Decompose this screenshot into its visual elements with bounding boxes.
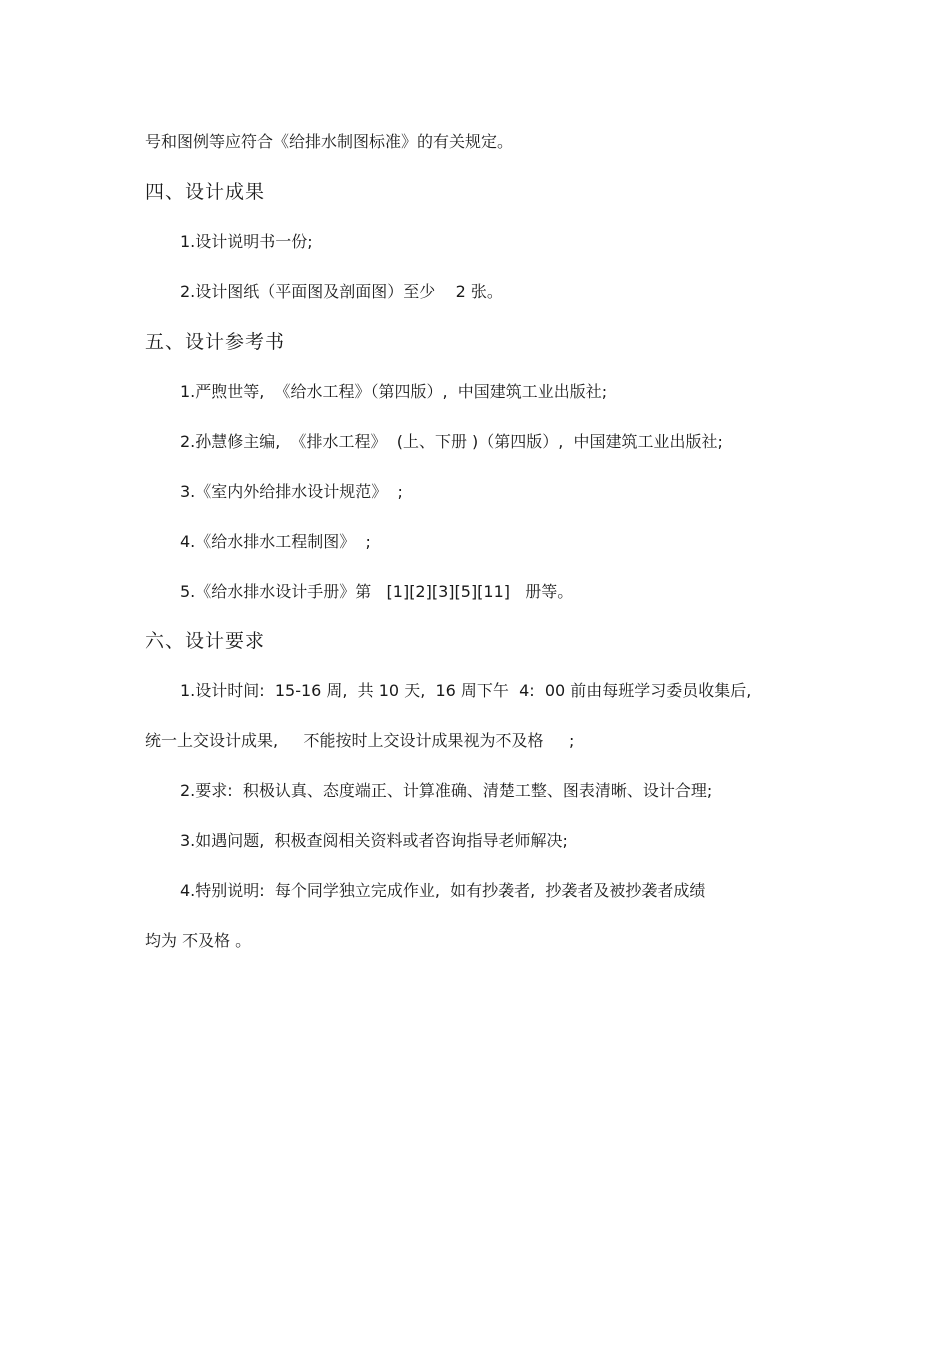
reference-item-3: 3.《室内外给排水设计规范》 ; bbox=[180, 482, 403, 501]
results-item-1: 1.设计说明书一份; bbox=[180, 232, 313, 251]
continuation-text: 号和图例等应符合《给排水制图标准》的有关规定。 bbox=[145, 132, 514, 151]
requirement-item-4: 4.特别说明: 每个同学独立完成作业, 如有抄袭者, 抄袭者及被抄袭者成绩 bbox=[180, 881, 706, 900]
requirement-item-4-continued: 均为 不及格 。 bbox=[145, 931, 252, 950]
results-item-2: 2.设计图纸（平面图及剖面图）至少 2 张。 bbox=[180, 282, 503, 301]
requirement-item-3: 3.如遇问题, 积极查阅相关资料或者咨询指导老师解决; bbox=[180, 831, 568, 850]
requirement-item-1-continued: 统一上交设计成果, 不能按时上交设计成果视为不及格 ; bbox=[145, 731, 575, 750]
section-heading-references: 五、设计参考书 bbox=[145, 331, 286, 353]
requirement-item-2: 2.要求: 积极认真、态度端正、计算准确、清楚工整、图表清晰、设计合理; bbox=[180, 781, 713, 800]
reference-item-2: 2.孙慧修主编, 《排水工程》 (上、下册 )（第四版）, 中国建筑工业出版社; bbox=[180, 432, 723, 451]
reference-item-5: 5.《给水排水设计手册》第 [1][2][3][5][11] 册等。 bbox=[180, 582, 574, 601]
requirement-item-1: 1.设计时间: 15-16 周, 共 10 天, 16 周下午 4: 00 前由每班学习委员收集后, bbox=[180, 681, 752, 700]
reference-item-4: 4.《给水排水工程制图》 ; bbox=[180, 532, 371, 551]
section-heading-requirements: 六、设计要求 bbox=[145, 630, 266, 652]
reference-item-1: 1.严煦世等, 《给水工程》（第四版）, 中国建筑工业出版社; bbox=[180, 382, 608, 401]
section-heading-results: 四、设计成果 bbox=[145, 181, 266, 203]
